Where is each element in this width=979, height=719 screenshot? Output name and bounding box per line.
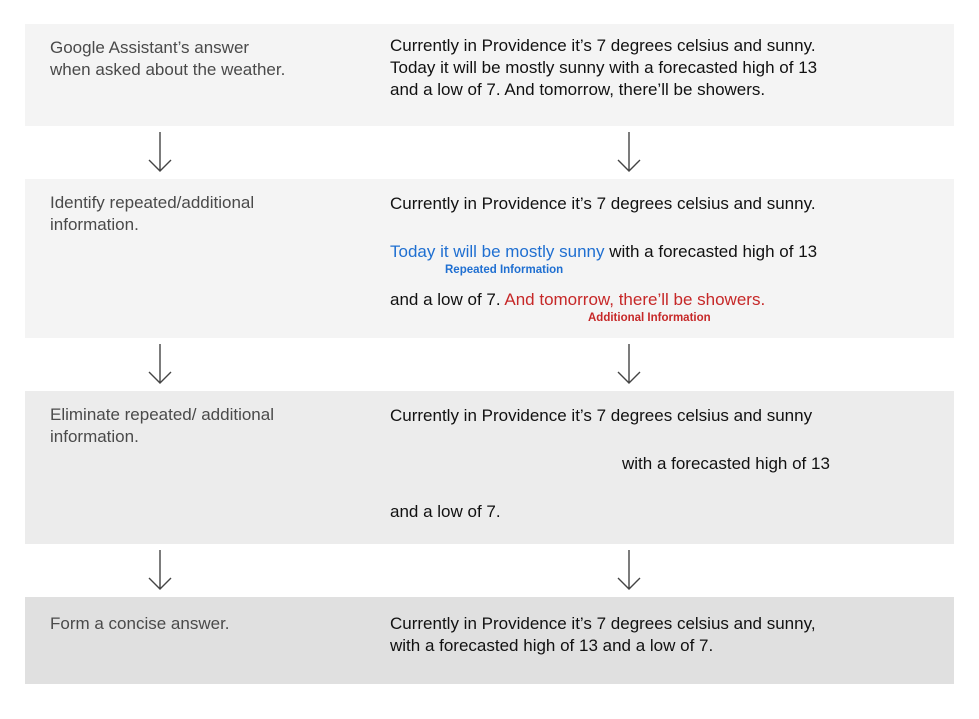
step-original-answer bbox=[25, 24, 954, 126]
answer-line: with a forecasted high of 13 bbox=[622, 454, 830, 473]
down-arrow-icon bbox=[617, 131, 641, 173]
answer-line: Currently in Providence it’s 7 degrees celsius and sunny. bbox=[390, 194, 816, 213]
step-label: Google Assistant’s answer when asked about the weather. bbox=[50, 38, 286, 79]
step-identify bbox=[25, 179, 954, 338]
repeated-text: Today it will be mostly sunny bbox=[390, 242, 605, 261]
answer-line: Today it will be mostly sunny with a forecasted high of 13 bbox=[390, 58, 818, 77]
additional-tag: Additional Information bbox=[588, 312, 711, 324]
answer-line bbox=[390, 241, 817, 263]
answer-segment: with a forecasted high of 13 bbox=[604, 242, 818, 261]
step-concise-answer bbox=[25, 597, 954, 684]
down-arrow-icon bbox=[148, 131, 172, 173]
step-eliminate bbox=[25, 391, 954, 544]
answer-line: and a low of 7. bbox=[390, 502, 501, 521]
step-label: Identify repeated/additional information. bbox=[50, 193, 255, 234]
step-label: Eliminate repeated/ additional information. bbox=[50, 405, 274, 446]
down-arrow-icon bbox=[148, 549, 172, 591]
down-arrow-icon bbox=[617, 549, 641, 591]
answer-line: with a forecasted high of 13 and a low of 7. bbox=[390, 636, 714, 655]
step-label: Form a concise answer. bbox=[50, 614, 230, 633]
answer-line: Currently in Providence it’s 7 degrees celsius and sunny. bbox=[390, 36, 816, 55]
down-arrow-icon bbox=[617, 343, 641, 385]
repeated-tag: Repeated Information bbox=[445, 264, 564, 276]
down-arrow-icon bbox=[148, 343, 172, 385]
answer-line: and a low of 7. And tomorrow, there’ll be showers. bbox=[390, 80, 766, 99]
additional-text: And tomorrow, there’ll be showers. bbox=[504, 290, 766, 309]
answer-line bbox=[390, 289, 765, 311]
answer-line: Currently in Providence it’s 7 degrees celsius and sunny bbox=[390, 406, 813, 425]
answer-segment: and a low of 7. bbox=[390, 290, 505, 309]
answer-line: Currently in Providence it’s 7 degrees celsius and sunny, bbox=[390, 614, 816, 633]
